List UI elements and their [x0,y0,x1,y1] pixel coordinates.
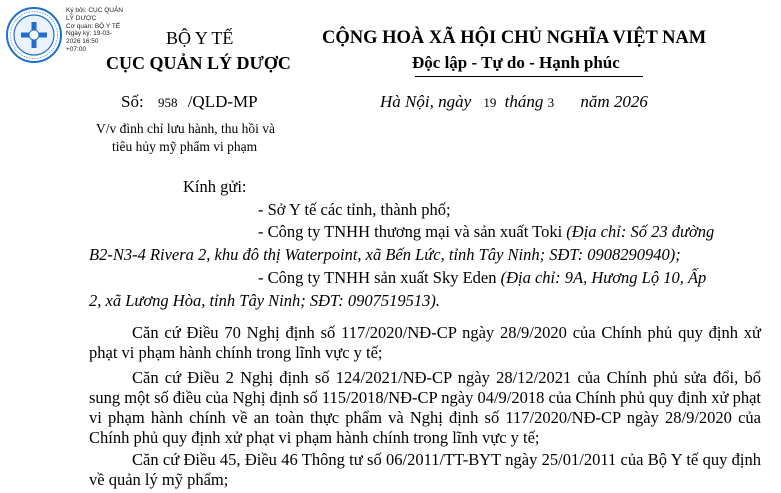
signature-line: Cơ quan: BỘ Y TẾ [66,22,121,30]
subject-line-1: V/v đình chỉ lưu hành, thu hồi và [96,121,276,136]
recipient-3-name: - Công ty TNHH sản xuất Sky Eden [258,268,497,287]
country-name: CỘNG HOÀ XÃ HỘI CHỦ NGHĨA VIỆT NAM [322,28,707,48]
greeting: Kính gửi: [183,177,247,196]
signature-line: Ngày ký: 19-03- [66,30,112,38]
subject-line-2: tiêu hủy mỹ phẩm vi phạm [112,139,258,154]
number-label: Số: [121,92,144,111]
signature-line: LÝ DƯỢC [66,14,97,22]
month-label: tháng [504,92,544,111]
date-month: 3 [547,95,555,110]
recipient-3 [258,268,706,288]
ministry-name: BỘ Y TẾ [166,28,234,48]
recipient-2-address-cont: B2-N3-4 Rivera 2, khu đô thị Waterpoint, xã Bến Lức, tỉnh Tây Ninh; SĐT: 0908290940); [89,245,681,264]
motto-underline [415,76,643,77]
signature-line: +07:00 [66,45,87,53]
place: Hà Nội, ngày [380,92,472,111]
recipient-2 [258,222,714,242]
recipient-3-address: (Địa chỉ: 9A, Hương Lộ 10, Ấp [500,268,707,287]
date-year: năm 2026 [580,92,648,111]
number-suffix: /QLD-MP [187,92,258,111]
digital-signature-info [66,7,123,54]
recipient-2-name: - Công ty TNHH thương mại và sản xuất Toki [258,222,563,241]
recipient-3-address-cont: 2, xã Lương Hòa, tỉnh Tây Ninh; SĐT: 0907519513). [89,291,441,310]
signature-line: Ký bởi: CỤC QUẢN [66,7,123,14]
recipient-1: - Sở Y tế các tỉnh, thành phố; [258,200,451,219]
signature-line: 2026 16:50 [66,38,99,46]
place-date [380,92,648,112]
paragraph-legal-basis-2: Căn cứ Điều 2 Nghị định số 124/2021/NĐ-CP ngày 28/12/2021 của Chính phủ sửa đổi, bổ sung một số điều của Nghị định số 115/2018/NĐ-CP ngày 04/9/2018 của Chính phủ quy định xử phạt vi phạm hành chính về an toàn thực phẩm và Nghị định số 117/2020/NĐ-CP ngày 28/9/2020 của Chính phủ quy định xử phạt vi phạm hành chính trong lĩnh vực y tế; [89,368,761,447]
doc-number [121,92,258,112]
paragraph-legal-basis-3: Căn cứ Điều 45, Điều 46 Thông tư số 06/2011/TT-BYT ngày 25/01/2011 của Bộ Y tế quy định về quản lý mỹ phẩm; [89,450,761,489]
recipient-2-address: (Địa chỉ: Số 23 đường [566,222,715,241]
agency-name: CỤC QUẢN LÝ DƯỢC [106,53,291,73]
motto: Độc lập - Tự do - Hạnh phúc [412,53,620,72]
date-day: 19 [483,95,497,110]
ministry-seal-icon [5,6,63,64]
paragraph-legal-basis-1: Căn cứ Điều 70 Nghị định số 117/2020/NĐ-CP ngày 28/9/2020 của Chính phủ quy định xử phạt vi phạm hành chính trong lĩnh vực y tế; [89,323,761,362]
number-value: 958 [157,95,178,110]
